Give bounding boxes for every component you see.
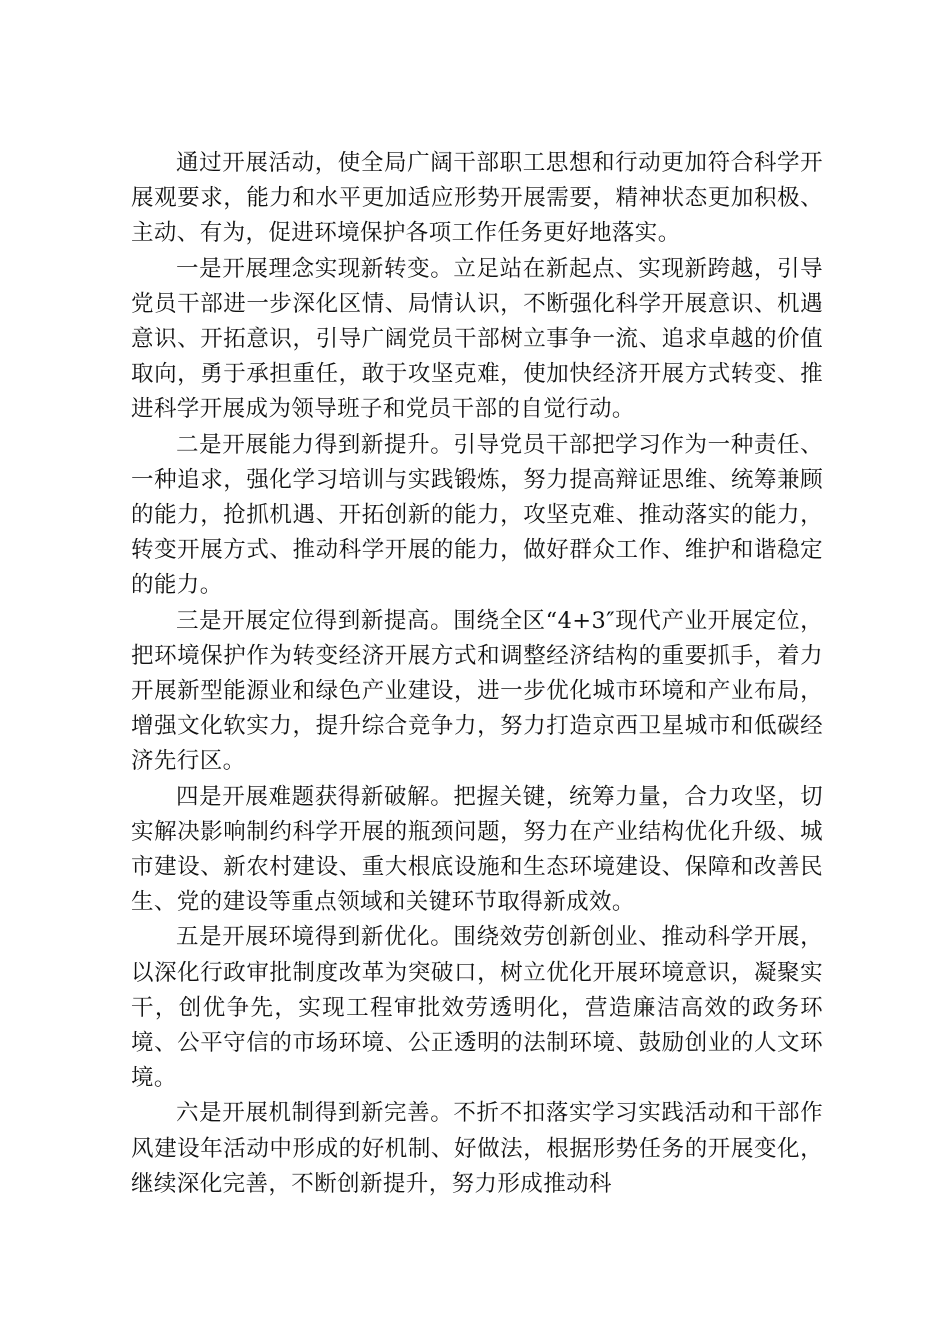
paragraph-item-5: 五是开展环境得到新优化。围绕效劳创新创业、推动科学开展，以深化行政审批制度改革为突破口，树立优化开展环境意识，凝聚实干，创优争先，实现工程审批效劳透明化，营造廉洁高效的政务环境、公平守信的市场环境、公正透明的法制环境、鼓励创业的人文环境。: [131, 924, 823, 1092]
paragraph-item-3: 三是开展定位得到新提高。围绕全区“4+3″现代产业开展定位，把环境保护作为转变经济开展方式和调整经济结构的重要抓手，着力开展新型能源业和绿色产业建设，进一步优化城市环境和产业布局，增强文化软实力，提升综合竞争力，努力打造京西卫星城市和低碳经济先行区。: [131, 607, 823, 775]
document-body: [131, 146, 823, 1202]
paragraph-item-2: 二是开展能力得到新提升。引导党员干部把学习作为一种责任、一种追求，强化学习培训与实践锻炼，努力提高辩证思维、统筹兼顾的能力，抢抓机遇、开拓创新的能力，攻坚克难、推动落实的能力，转变开展方式、推动科学开展的能力，做好群众工作、维护和谐稳定的能力。: [131, 431, 823, 599]
paragraph-intro: 通过开展活动，使全局广阔干部职工思想和行动更加符合科学开展观要求，能力和水平更加适应形势开展需要，精神状态更加积极、主动、有为，促进环境保护各项工作任务更好地落实。: [131, 150, 823, 247]
paragraph-item-4: 四是开展难题获得新破解。把握关键，统筹力量，合力攻坚，切实解决影响制约科学开展的瓶颈问题，努力在产业结构优化升级、城市建设、新农村建设、重大根底设施和生态环境建设、保障和改善民生、党的建设等重点领域和关键环节取得新成效。: [131, 783, 823, 916]
paragraph-item-6: 六是开展机制得到新完善。不折不扣落实学习实践活动和干部作风建设年活动中形成的好机制、好做法，根据形势任务的开展变化，继续深化完善，不断创新提升，努力形成推动科: [131, 1100, 823, 1197]
paragraph-item-1: 一是开展理念实现新转变。立足站在新起点、实现新跨越，引导党员干部进一步深化区情、局情认识，不断强化科学开展意识、机遇意识、开拓意识，引导广阔党员干部树立事争一流、追求卓越的价值取向，勇于承担重任，敢于攻坚克难，使加快经济开展方式转变、推进科学开展成为领导班子和党员干部的自觉行动。: [131, 255, 823, 423]
